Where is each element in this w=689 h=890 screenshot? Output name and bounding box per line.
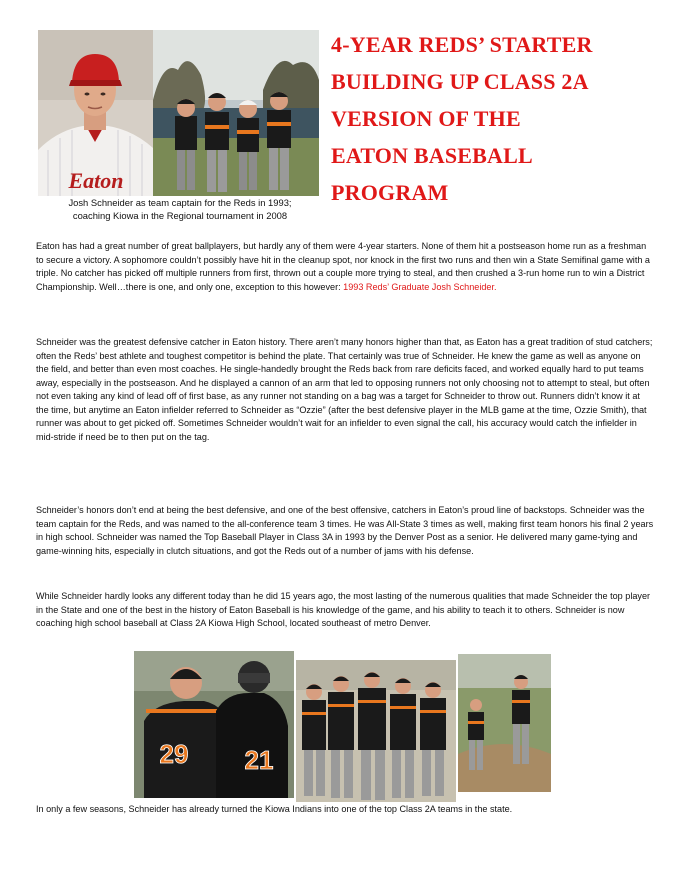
article-paragraph-4: While Schneider hardly looks any different today than he did 15 years ago, the most lasting of the numerous qualities that made Schneider the top player in the State and one of the best in the history of Eaton Baseball is his knowledge of the game, and his ability to teach it to others. Schneider is now coaching high school baseball at Class 2A Kiowa High School, located southeast of metro Denver. bbox=[36, 591, 651, 628]
article-paragraph-2: Schneider was the greatest defensive catcher in Eaton history. There aren’t many honors higher than that, as Eaton has a great tradition of stud catchers; often the Reds’ best athlete and toughest competitor is behind the plate. That certainly was true of Schneider. He knew the game as well as anyone on the field, and better than even most coaches. He single-handedly brought the Reds back from rare deficits faced, and worked equally hard to put teams away, especially in the postseason. And he displayed a cannon of an arm that led to opposing runners not only choosing not to attempt to steal, but often not even taking any kind of lead off of first base, as any runner not standing on a bag was a target for Schneider to throw out. Runners didn’t know it at the time, but anytime an Eaton infielder referred to Schneider as “Ozzie” (after the best defensive player in the MLB game at the time, Ozzie Smith), that runner was about to get picked off. Sometimes Schneider wouldn’t wait for an infielder to even signal the call, his accuracy would catch the infielder in mid-stride if need be to then put on the tag. bbox=[36, 337, 653, 442]
headline-line-3: VERSION OF THE bbox=[331, 106, 521, 131]
graduate-highlight: 1993 Reds’ Graduate Josh Schneider. bbox=[343, 281, 497, 292]
headline-line-4: EATON BASEBALL bbox=[331, 143, 533, 168]
headline-line-5: PROGRAM bbox=[331, 180, 449, 205]
top-photo-caption bbox=[30, 197, 330, 222]
team-field-photo bbox=[153, 30, 319, 196]
headline bbox=[331, 26, 671, 211]
jersey-number-29: 29 bbox=[159, 739, 189, 769]
team-huddle-photo bbox=[296, 660, 456, 802]
coaches-photo bbox=[134, 651, 294, 798]
jersey-number-21: 21 bbox=[244, 745, 274, 775]
jersey-lettering: Eaton bbox=[68, 168, 124, 193]
headline-line-2: BUILDING UP CLASS 2A bbox=[331, 69, 589, 94]
caption-line-2: coaching Kiowa in the Regional tournament in 2008 bbox=[72, 209, 288, 221]
headline-line-1: 4-YEAR REDS’ STARTER bbox=[331, 32, 593, 57]
bottom-photo-caption: In only a few seasons, Schneider has already turned the Kiowa Indians into one of the top Class 2A teams in the state. bbox=[36, 804, 513, 814]
portrait-photo bbox=[38, 30, 153, 196]
infield-photo bbox=[458, 654, 551, 792]
article-paragraph-3: Schneider’s honors don’t end at being the best defensive, and one of the best offensive, catchers in Eaton’s proud line of backstops. Schneider was the team captain for the Reds, and was named to the all-conference team 3 times. He was All-State 3 times as well, making first team honors his final 2 years in high school. Schneider was named the Top Baseball Player in Class 3A in 1993 by the Denver Post as a senior. He delivered many game-tying and game-winning hits, especially in clutch situations, and got the Reds out of a number of jams with his defense. bbox=[36, 505, 654, 556]
article-paragraph-1 bbox=[36, 240, 654, 294]
caption-line-1: Josh Schneider as team captain for the Reds in 1993; bbox=[68, 197, 292, 208]
paragraph-1-text: Eaton has had a great number of great ballplayers, but hardly any of them were 4-year starters. None of them hit a postseason home run as a freshman to secure a victory. A sophomore couldn’t possibly have hit in the cleanup spot, nor knock in the first two runs and then win a State Semifinal game with a triple. No catcher has picked off multiple runners from first, thrown out a couple more trying to steal, and then crushed a 3-run home run to win a District Championship. Well…there is one, and only one, exception to this however: bbox=[36, 241, 650, 292]
